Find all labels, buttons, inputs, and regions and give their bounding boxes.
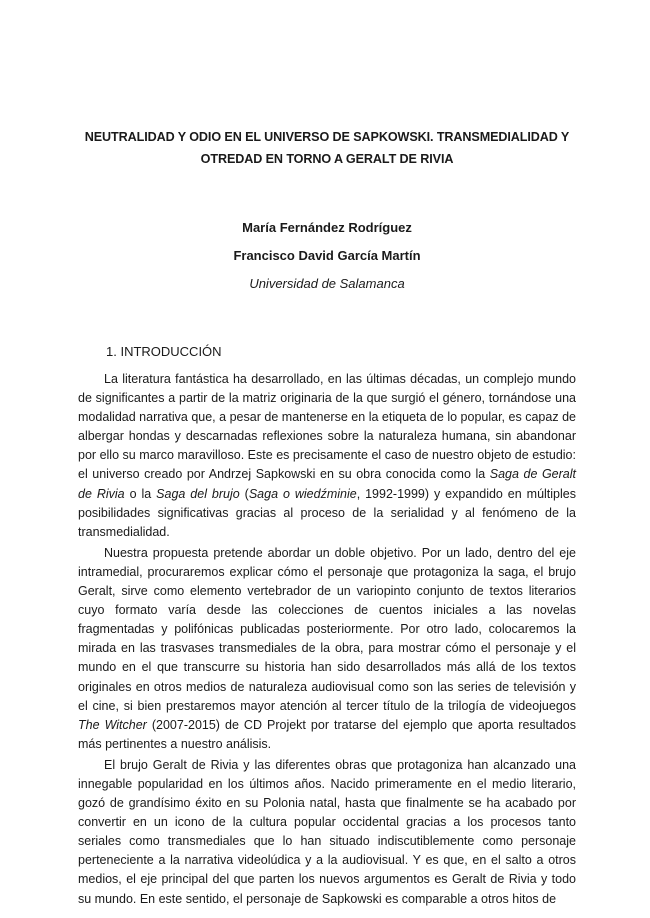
author-name-2: Francisco David García Martín [233,248,421,263]
author-name-1: María Fernández Rodríguez [242,220,412,235]
paragraph-2-text-2: (2007-2015) de CD Projekt por tratarse del ejemplo que aporta resultados más pertinentes a nuestro análisis. [78,717,576,751]
paragraph-1 [78,370,576,542]
paragraph-1-text-1: La literatura fantástica ha desarrollado, en las últimas décadas, un complejo mundo de significantes a partir de la matriz originaria de la que surgió el género, tornándose una modalidad narrativa que, a pesar de mantenerse en la etiqueta de lo popular, es capaz de albergar hondas y descarnadas reflexiones sobre la naturaleza humana, sin abandonar por ello su marco maravilloso. Este es precisamente el caso de nuestro objeto de estudio: el universo creado por Andrzej Sapkowski en su obra conocida como la [78,372,576,482]
paragraph-2-italic-1: The Witcher [78,717,147,732]
paragraph-2-text-1: Nuestra propuesta pretende abordar un doble objetivo. Por un lado, dentro del eje intramedial, procuraremos explicar cómo el personaje que protagoniza la saga, el brujo Geralt, sirve como elemento vertebrador de un variopinto conjunto de textos literarios cuyo formato varía desde las colecciones de cuentos iniciales a las novelas fragmentadas y polifónicas publicadas posteriormente. Por otro lado, colocaremos la mirada en las trasvases transmediales de la obra, para mostrar cómo el personaje y el mundo en el que transcurre su historia han sido desarrollados más allá de los textos originales en otros medios de naturaleza audiovisual como son las series de televisión y el cine, si bien prestaremos mayor atención al tercer título de la trilogía de videojuegos [78,545,576,713]
paragraph-3-text-1: El brujo Geralt de Rivia y las diferentes obras que protagoniza han alcanzado una innegable popularidad en los últimos años. Nacido primeramente en el medio literario, gozó de grandísimo éxito en su Polonia natal, hasta que finalmente se ha acabado por convertir en un icono de la cultura popular occidental gracias a los procesos tanto seriales como transmediales que lo han situado indiscutiblemente como personaje perteneciente a la narrativa videolúdica y a la audiovisual. Y es que, en el salto a otros medios, el eje principal del que parten los nuevos argumentos es Geralt de Rivia y todo su mundo. En este sentido, el personaje de Sapkowski es comparable a otros hitos de [78,757,576,906]
paragraph-1-text-4: , 1992-1999) y expandido en múltiples posibilidades significativas gracias al proceso de la serialidad y al fenómeno de la transmedialidad. [78,486,576,539]
body-text [78,370,576,909]
paper-title [78,126,576,170]
title-line-1: NEUTRALIDAD Y ODIO EN EL UNIVERSO DE SAPKOWSKI. TRANSMEDIALIDAD Y [84,130,570,144]
paragraph-3 [78,756,576,909]
section-heading: 1. INTRODUCCIÓN [106,344,222,359]
paragraph-1-italic-2: Saga del brujo [156,486,240,501]
paragraph-1-text-3: ( [239,486,249,501]
title-line-2: OTREDAD EN TORNO A GERALT DE RIVIA [200,152,454,166]
author-block [78,214,576,298]
paragraph-1-italic-3: Saga o wiedźminie [248,486,357,501]
author-affiliation: Universidad de Salamanca [249,276,405,291]
paragraph-2 [78,544,576,754]
paragraph-1-text-2: o la [124,486,157,501]
paragraph-1-italic-1: Saga de Geralt de Rivia [78,467,576,501]
